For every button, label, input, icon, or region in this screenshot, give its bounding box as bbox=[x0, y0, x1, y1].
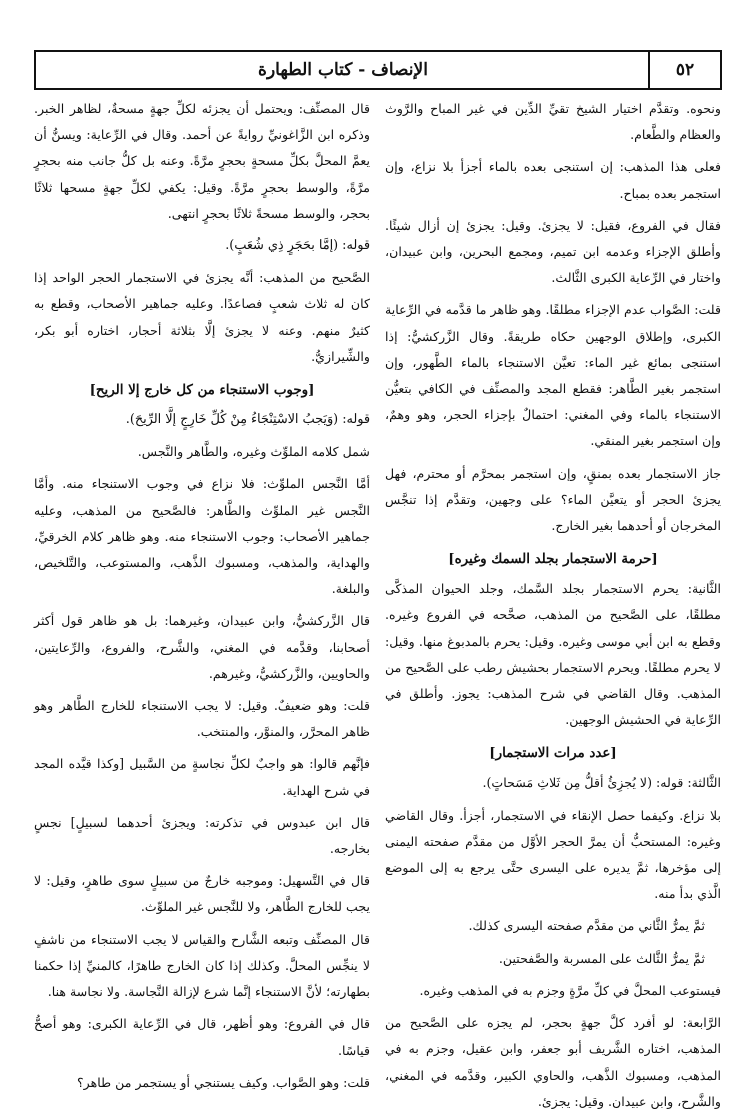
paragraph: قلت: الصَّواب عدم الإجزاء مطلقًا. وهو ظاهر ما قدَّمه في الرِّعاية الكبرى، وإطلاق الوجهين حكاه طريقةً. وقال الزَّركشيُّ: إذا استنجى بمائع غير الماء: تعيَّن الاستنجاء بالماء الطَّهور، وإن استجمر بغير الطَّاهر: فقطع المجد والمصنِّف في الكافي بتعيُّن الاستنجاء بالماء وفي المغني: احتمالٌ بإجزاء الحجر، وهو وهمٌ، وإن استجمر بغير المنقي. bbox=[385, 302, 721, 449]
right-text-column bbox=[385, 96, 721, 1109]
page-number: ٥٢ bbox=[648, 52, 720, 88]
paragraph: ثمَّ يمرُّ الثَّاني من مقدَّم صفحته اليسرى كذلك. bbox=[468, 918, 705, 934]
left-text-column bbox=[34, 96, 370, 1096]
paragraph: قلت: وهو ضعيفٌ. وقيل: لا يجب الاستنجاء للخارج الطَّاهر وهو ظاهر المحرَّر، والمنوَّر، والمنتخب. bbox=[34, 698, 370, 740]
section-heading: [عدد مرات الاستجمار] bbox=[489, 745, 617, 762]
paragraph: فإنَّهم قالوا: هو واجبٌ لكلِّ نجاسةٍ من السَّبيل [وكذا قيَّده المجد في شرح الهداية. bbox=[34, 756, 370, 798]
paragraph: بلا نزاع. وكيفما حصل الإنقاء في الاستجمار، أجزأ. وقال القاضي وغيره: المستحبُّ أن يمرَّ الحجر الأوَّل من مقدَّم صفحته اليمنى إلى مؤخرها، ثمَّ يديره على اليسرى حتَّى يرجع به إلى الموضع الَّذي بدأ منه. bbox=[385, 807, 721, 902]
paragraph: الثَّالثة: قوله: (لا يُجزِئُ أقلُّ مِن ثَلاثِ مَسَحاتٍ). bbox=[482, 775, 721, 791]
paragraph: قال المصنِّف وتبعه الشَّارح والقياس لا يجب الاستنجاء من ناشفٍ لا ينجِّس المحلَّ. وكذلك إذا كان الخارج طاهرًا، كالمنيِّ إذا حكمنا بطهارته؛ لأنَّ الاستنجاء إنَّما شرع لإزالة النَّجاسة. ولا نجاسة هنا. bbox=[34, 931, 370, 1000]
section-heading: [وجوب الاستنجاء من كل خارج إلا الريح] bbox=[89, 382, 315, 399]
paragraph: جاز الاستجمار بعده بمنقٍ، وإن استجمر بمحرَّم أو محترم، فهل يجزئ الحجر أو يتعيَّن الماء؟ على وجهين، وتقدَّم إذا تنجَّس المخرجان أو أحدهما بغير الخارج. bbox=[385, 465, 721, 534]
paragraph: ونحوه. وتقدَّم اختيار الشيخ تقيِّ الدِّين في غير المباح والرَّوث والعظام والطَّعام. bbox=[385, 101, 721, 143]
paragraph: قال ابن عبدوس في تذكرته: ويجزئ أحدهما لسبيلٍ] نجسٍ بخارجه. bbox=[34, 814, 370, 857]
paragraph: قلت: وهو الصَّواب. وكيف يستنجي أو يستجمر من طاهر؟ bbox=[76, 1074, 370, 1090]
paragraph: أمَّا النَّجس الملوِّث: فلا نزاع في وجوب الاستنجاء منه. وأمَّا النَّجس غير الملوِّث والطَّاهر: فالصَّحيح من المذهب، وعليه جماهير الأصحاب: وجوب الاستنجاء منه. وهو ظاهر كلام الخرقيِّ، والهداية، والمذهب، ومسبوك الذَّهب، والمستوعب، والتَّلخيص، والبلغة. bbox=[34, 476, 370, 597]
paragraph: فيستوعب المحلَّ في كلِّ مرَّةٍ وجزم به في المذهب وغيره. bbox=[419, 982, 721, 998]
paragraph: قال المصنِّف: ويحتمل أن يجزئه لكلِّ جهةٍ مسحةٌ، لظاهر الخبر. وذكره ابن الزَّاغونيِّ روايةً عن أحمد. وقال في الرِّعاية: ويسنُّ أن يعمَّ المحلَّ بكلِّ مسحةٍ بحجرٍ مرَّةً. وعنه بل كلُّ جانب منه بحجرٍ مرَّةً، والوسط بحجرٍ مرَّةً. وقيل: يكفي لكلِّ جهةٍ مسحها ثلاثًا بحجر، والوسط مسحةً ثلاثًا بحجرٍ انتهى. bbox=[34, 101, 370, 221]
paragraph: الرَّابعة: لو أفرد كلَّ جهةٍ بحجر، لم يجزه على الصَّحيح من المذهب، اختاره الشَّريف أبو جعفر، وابن عقيل، وجزم به في المذهب، ومسبوك الذَّهب، والحاوي الكبير، وقدَّمه في المغني، والشَّرح، وابن عبيدان. وقيل: يجزئ. bbox=[385, 1015, 721, 1109]
paragraph: فعلى هذا المذهب: إن استنجى بعده بالماء أجزأ بلا نزاع، وإن استجمر بعده بمباح. bbox=[385, 159, 721, 201]
paragraph: ثمَّ يمرُّ الثَّالث على المسربة والصَّفحتين. bbox=[498, 950, 705, 966]
section-heading: [حرمة الاستجمار بجلد السمك وغيره] bbox=[448, 551, 658, 568]
paragraph: شمل كلامه الملوِّث وغيره، والطَّاهر والنَّجس. bbox=[137, 444, 370, 460]
page-header bbox=[34, 50, 722, 90]
paragraph: قال الزَّركشيُّ، وابن عبيدان، وغيرهما: بل هو ظاهر قول أكثر أصحابنا، وقدَّمه في المغني، والشَّرح، والفروع، والرِّعايتين، والحاويين، والزَّركشيُّ، وغيرهم. bbox=[34, 613, 370, 681]
paragraph: قال في التَّسهيل: وموجبه خارجٌ من سبيلٍ سوى طاهرٍ، وقيل: لا يجب للخارج الطَّاهر، ولا للنَّجس غير الملوِّث. bbox=[34, 873, 370, 915]
paragraph: قوله: (وَيَجبُ الاسْتِنْجَاءُ مِنْ كُلِّ خَارِجٍ إلَّا الرِّيحَ). bbox=[125, 412, 370, 428]
running-title: الإنصاف - كتاب الطهارة bbox=[258, 60, 428, 80]
paragraph: الصَّحيح من المذهب: أنَّه يجزئ في الاستجمار الحجر الواحد إذا كان له ثلاث شعبٍ فصاعدًا. وعليه جماهير الأصحاب، وقطع به كثيرٌ منهم. وعنه لا يجزئ إلَّا بثلاثة أحجار، اختاره أبو بكر، والشِّيرازيُّ. bbox=[34, 270, 370, 364]
paragraph: قال في الفروع: وهو أظهر، قال في الرِّعاية الكبرى: وهو أصحُّ قياسًا. bbox=[34, 1016, 370, 1058]
paragraph: الثَّانية: يحرم الاستجمار بجلد السَّمك، وجلد الحيوان المذكَّى مطلقًا، على الصَّحيح من المذهب، صحَّحه في الفروع وغيره. وقطع به ابن أبي موسى وغيره. وقيل: يحرم بالمدبوغ منها. وقيل: لا يحرم مطلقًا. ويحرم الاستجمار بحشيش رطب على الصَّحيح من المذهب. وقال القاضي في شرح المذهب: يجوز. وأطلق في الرِّعاية في الحشيش الوجهين. bbox=[385, 581, 721, 728]
paragraph: قوله: (إمَّا بحَجَرٍ ذِي شُعَبٍ). bbox=[225, 238, 370, 254]
paragraph: فقال في الفروع، فقيل: لا يجزئ. وقيل: يجزئ إن أزال شيئًا. وأطلق الإجزاء وعدمه ابن تميم، ومجمع البحرين، وابن عبيدان، واختار في الرِّعاية الكبرى الثَّالث. bbox=[385, 217, 721, 286]
